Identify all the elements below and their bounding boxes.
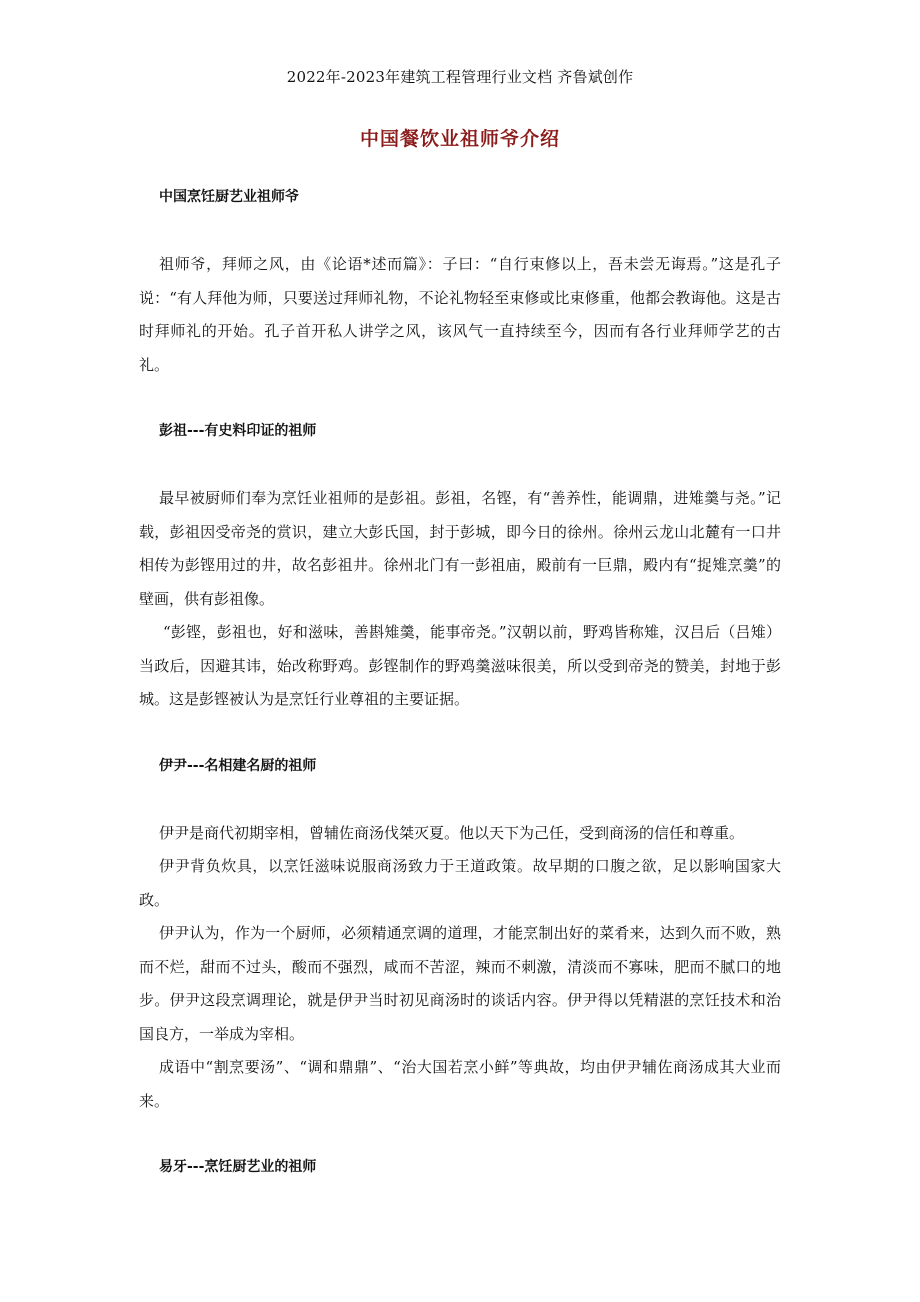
paragraph: “彭铿，彭祖也，好和滋味，善斟雉羹，能事帝尧。”汉朝以前，野鸡皆称雉，汉吕后（吕雉）当政后，因避其讳，始改称野鸡。彭铿制作的野鸡羹滋味很美，所以受到帝尧的赞美，封地于彭城。这是彭铿被认为是烹饪行业尊祖的主要证据。 (139, 623, 781, 708)
paragraph: 最早被厨师们奉为烹饪业祖师的是彭祖。彭祖，名铿，有“善养性，能调鼎，进雉羹与尧。”记载，彭祖因受帝尧的赏识，建立大彭氏国，封于彭城，即今日的徐州。徐州云龙山北麓有一口井相传为彭铿用过的井，故名彭祖井。徐州北门有一彭祖庙，殿前有一巨鼎，殿内有“捉雉烹羹”的壁画，供有彭祖像。 (139, 489, 781, 608)
section-heading: 彭祖---有史料印证的祖师 (159, 423, 317, 439)
document-title: 中国餐饮业祖师爷介绍 (359, 128, 560, 150)
paragraph: 祖师爷，拜师之风，由《论语*述而篇》：子曰：“自行束修以上，吾未尝无诲焉。”这是孔子说：“有人拜他为师，只要送过拜师礼物，不论礼物轻至束修或比束修重，他都会教诲他。这是古时拜师礼的开始。孔子首开私人讲学之风，该风气一直持续至今，因而有各行业拜师学艺的古礼。 (139, 255, 781, 374)
section-heading: 易牙---烹饪厨艺业的祖师 (159, 1159, 317, 1175)
section-heading: 伊尹---名相建名厨的祖师 (159, 757, 317, 774)
paragraph: 伊尹认为，作为一个厨师，必须精通烹调的道理，才能烹制出好的菜肴来，达到久而不败，熟而不烂，甜而不过头，酸而不强烈，咸而不苦涩，辣而不刺激，清淡而不寡味，肥而不腻口的地步。伊尹这段烹调理论，就是伊尹当时初见商汤时的谈话内容。伊尹得以凭精湛的烹饪技术和治国良方，一举成为宰相。 (139, 924, 781, 1043)
paragraph: 伊尹背负炊具，以烹饪滋味说服商汤致力于王道政策。故早期的口腹之欲，足以影响国家大政。 (139, 857, 781, 909)
paragraph: 伊尹是商代初期宰相，曾辅佐商汤伐桀灭夏。他以天下为己任，受到商汤的信任和尊重。 (159, 823, 745, 842)
paragraph: 成语中“割烹要汤”、“调和鼎鼎”、“治大国若烹小鲜”等典故，均由伊尹辅佐商汤成其大业而来。 (139, 1058, 781, 1110)
section-heading: 中国烹饪厨艺业祖师爷 (159, 189, 299, 205)
document-body (139, 186, 781, 1178)
document-header: 2022年-2023年建筑工程管理行业文档 齐鲁斌创作 (286, 68, 634, 86)
